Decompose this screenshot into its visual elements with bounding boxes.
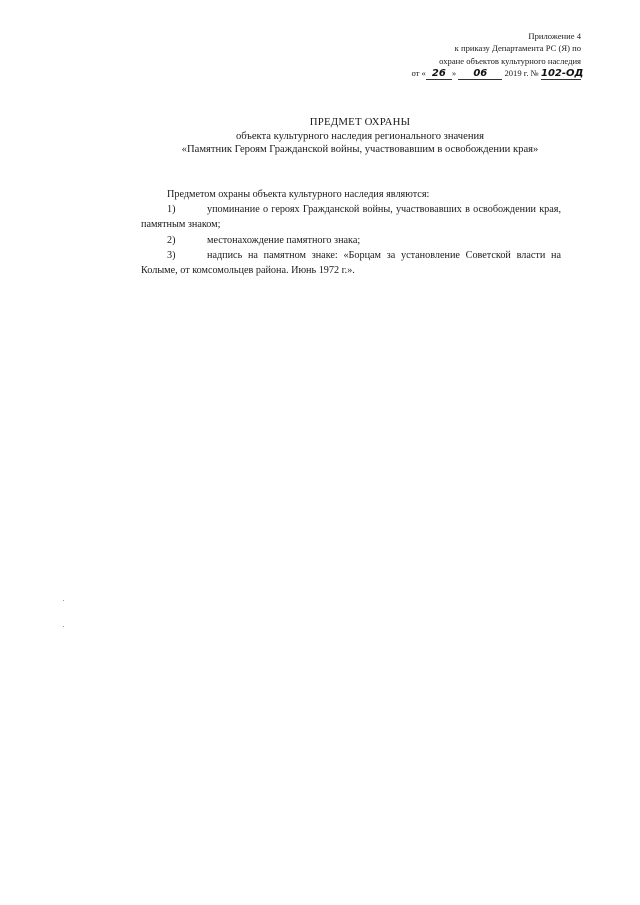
date-month-field xyxy=(458,68,502,80)
list-item-number: 2) xyxy=(167,234,176,246)
list-item xyxy=(141,248,561,278)
list-item-number: 3) xyxy=(167,249,176,261)
date-mid: » xyxy=(451,68,457,79)
order-date-line xyxy=(351,67,584,80)
order-number-handwritten: 102-ОД xyxy=(541,68,584,80)
scan-speck xyxy=(63,600,64,601)
list-item-text: местонахождение памятного знака; xyxy=(207,234,361,246)
appendix-header xyxy=(351,30,584,80)
order-reference-line: к приказу Департамента РС (Я) по xyxy=(454,43,581,54)
list-item xyxy=(141,202,561,232)
list-item-number: 1) xyxy=(167,204,176,216)
date-day-handwritten: 26 xyxy=(431,68,446,80)
document-heading: ПРЕДМЕТ ОХРАНЫ xyxy=(309,116,411,128)
date-month-handwritten: 06 xyxy=(473,68,488,80)
list-item xyxy=(141,233,561,248)
object-name: «Памятник Героям Гражданской войны, участвовавшим в освобождении края» xyxy=(181,144,539,156)
appendix-label: Приложение 4 xyxy=(528,31,581,41)
document-subheading: объекта культурного наследия регионального значения xyxy=(235,130,485,142)
document-body xyxy=(141,187,561,278)
intro-paragraph: Предметом охраны объекта культурного наследия являются: xyxy=(167,189,430,200)
date-prefix: от « xyxy=(411,68,426,79)
scan-speck xyxy=(63,626,64,627)
list-item-text: упоминание о героях Гражданской войны, участвовавших в освобождении края, памятным знаком; xyxy=(141,204,561,231)
department-line: охране объектов культурного наследия xyxy=(439,55,581,66)
document-title-block xyxy=(100,116,620,157)
date-year-label: 2019 г. № xyxy=(504,68,539,79)
list-item-text: надпись на памятном знаке: «Борцам за установление Советской власти на Колыме, от комсомольцев района. Июнь 1972 г.». xyxy=(141,249,561,277)
date-day-field xyxy=(426,68,452,80)
order-number-field xyxy=(541,68,584,80)
